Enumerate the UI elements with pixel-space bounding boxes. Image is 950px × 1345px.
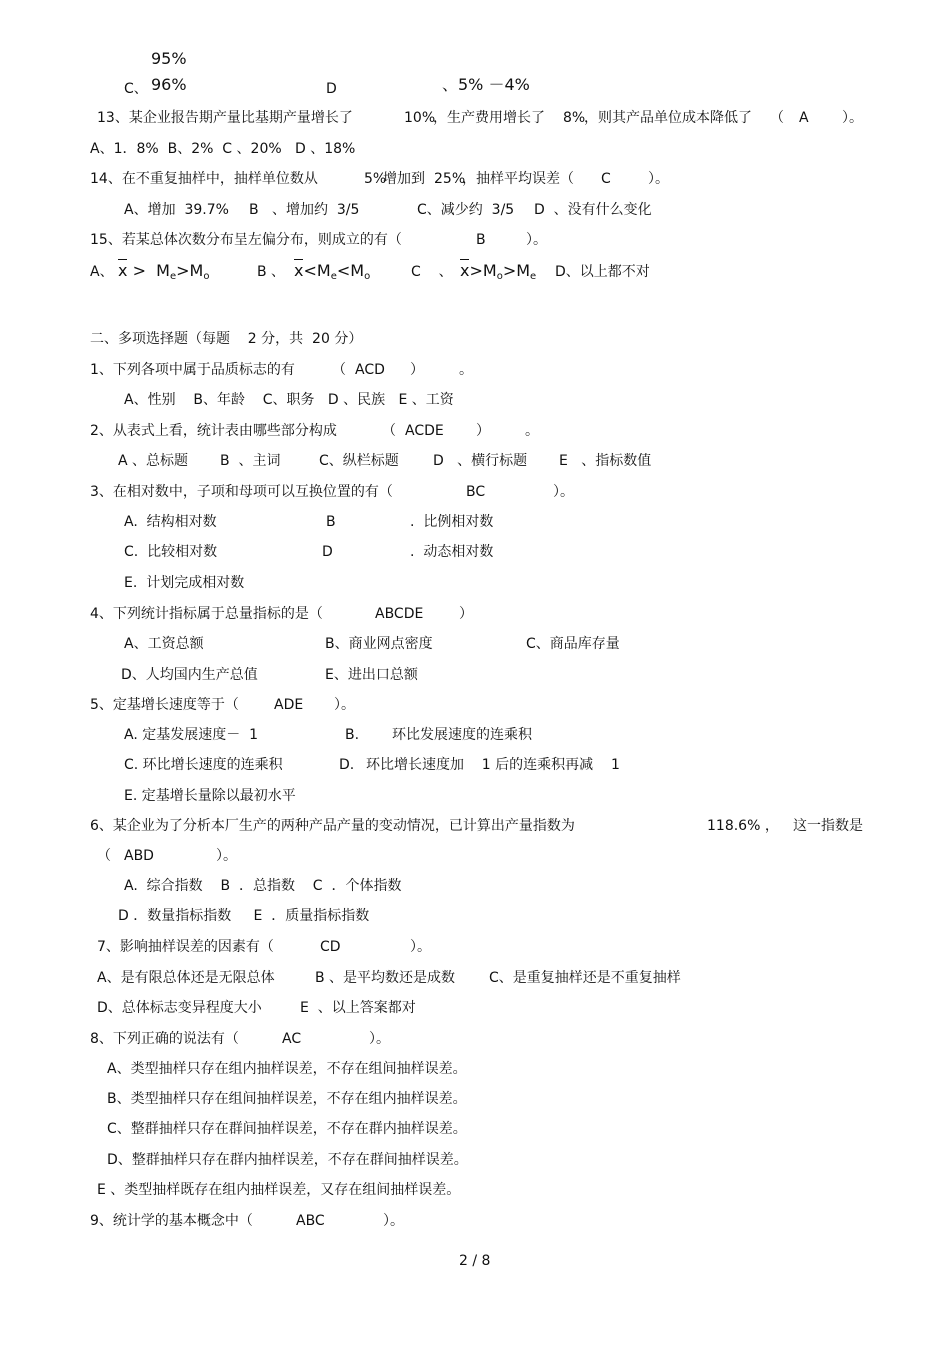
question-text: 8、下列正确的说法有（ (90, 1031, 239, 1047)
question-text: 2、从表式上看，统计表由哪些部分构成 (90, 423, 337, 439)
option-d-label: D. (339, 757, 355, 773)
answer: C (601, 171, 611, 187)
option-c: C、商品库存量 (526, 636, 620, 652)
paren-close: ）。 (369, 1031, 390, 1047)
option-a: A、类型抽样只存在组内抽样误差，不存在组间抽样误差。 (107, 1061, 467, 1077)
option-e: E 、以上答案都对 (300, 1000, 416, 1016)
options-line: D ．数量指标指数 E ．质量指标指数 (118, 908, 370, 924)
answer: CD (320, 939, 341, 955)
paren-close: ）。 (526, 232, 547, 248)
option-d: D、以上都不对 (555, 264, 650, 280)
option-b: B、商业网点密度 (325, 636, 433, 652)
answer: ABCDE (375, 606, 424, 622)
paren-close: ）。 (648, 171, 669, 187)
options-line: A、1．8% B、2% C 、20% D 、18% (90, 141, 356, 157)
question-text: 1、下列各项中属于品质标志的有 (90, 362, 295, 378)
option-b: B 、主词 (220, 453, 281, 469)
paren-close: ） (476, 423, 490, 439)
answer: ACDE (405, 423, 444, 439)
paren-close: ）。 (383, 1213, 404, 1229)
answer: ABD (124, 848, 154, 864)
answer: B (476, 232, 486, 248)
option-c: C. 环比增长速度的连乘积 (124, 757, 283, 773)
question-text: 15、若某总体次数分布呈左偏分布，则成立的有（ (90, 232, 402, 248)
options-line: A. 综合指数 B ．总指数 C ．个体指数 (124, 878, 402, 894)
option-a: A、工资总额 (124, 636, 204, 652)
option-a: A、是有限总体还是无限总体 (97, 970, 275, 986)
period: 。 (525, 423, 539, 439)
option-c: C、纵栏标题 (319, 453, 399, 469)
answer: A (799, 110, 809, 126)
option-d: D、整群抽样只存在群内抽样误差，不存在群间抽样误差。 (107, 1152, 468, 1168)
option-a: A. 结构相对数 (124, 514, 217, 530)
option-c: C、整群抽样只存在群间抽样误差，不存在群内抽样误差。 (107, 1121, 467, 1137)
section-title: 二、多项选择题（每题 2 分，共 20 分） (90, 331, 363, 347)
question-text: 增加到 (383, 171, 425, 187)
option-b-label: B 、 (257, 264, 286, 280)
paren-open: （ (770, 110, 784, 126)
option-b: . 比例相对数 (410, 514, 494, 530)
paren-close: ）。 (216, 848, 237, 864)
answer: ADE (274, 697, 304, 713)
answer: BC (466, 484, 486, 500)
formula-a: x > Me>Mo (118, 261, 210, 282)
question-text: 这一指数是 (793, 818, 863, 834)
paren-open: （ (332, 362, 346, 378)
paren-close: ） (459, 606, 473, 622)
paren-close: ） (410, 362, 424, 378)
option-b: B、类型抽样只存在组间抽样误差，不存在组内抽样误差。 (107, 1091, 467, 1107)
page-number: 2 / 8 (459, 1253, 491, 1269)
option-c: C、是重复抽样还是不重复抽样 (489, 970, 681, 986)
answer: AC (282, 1031, 302, 1047)
formula-b: x<Me<Mo (294, 261, 371, 282)
question-value: 25% (434, 171, 466, 187)
paren-close: ）。 (334, 697, 355, 713)
option-e: E 、类型抽样既存在组内抽样误差，又存在组间抽样误差。 (97, 1182, 461, 1198)
option-d: D、总体标志变异程度大小 (97, 1000, 262, 1016)
question-text: 13、某企业报告期产量比基期产量增长了 (97, 110, 353, 126)
prev-option-c-label: C、 (124, 81, 148, 97)
option-b: B 、增加约 3/5 (249, 202, 360, 218)
question-value: 5% (364, 171, 387, 187)
question-text: ，抽样平均误差（ (462, 171, 574, 187)
question-text: 14、在不重复抽样中，抽样单位数从 (90, 171, 318, 187)
options-line: A、性别 B、年龄 C、职务 D 、民族 E 、工资 (124, 392, 454, 408)
option-e: E. 计划完成相对数 (124, 575, 245, 591)
option-a-label: A、 (90, 264, 114, 280)
option-a: A 、总标题 (118, 453, 189, 469)
question-text: ，生产费用增长了 (433, 110, 545, 126)
paren-open: （ (97, 848, 111, 864)
paren-open: （ (382, 423, 396, 439)
option-d: D 、横行标题 (433, 453, 528, 469)
option-b-label: B. (345, 727, 360, 743)
prev-option-d-value: 、5% －4% (442, 75, 530, 94)
option-d-label: D (322, 544, 333, 560)
question-value: 8% (563, 110, 586, 126)
option-a: A. 定基发展速度－ 1 (124, 727, 259, 743)
question-value: 10% (404, 110, 436, 126)
option-d: 环比增长速度加 1 后的连乘积再减 1 (366, 757, 620, 773)
paren-close: ）。 (410, 939, 431, 955)
answer: ACD (355, 362, 385, 378)
option-c-label: C 、 (411, 264, 453, 280)
option-a: A、增加 39.7% (124, 202, 229, 218)
question-text: 6、某企业为了分析本厂生产的两种产品产量的变动情况，已计算出产量指数为 (90, 818, 575, 834)
paren-close: ）。 (842, 110, 863, 126)
question-text: 9、统计学的基本概念中（ (90, 1213, 253, 1229)
option-d: . 动态相对数 (410, 544, 494, 560)
prev-option-c-value: 96% (151, 75, 187, 94)
paren-close: ）。 (553, 484, 574, 500)
question-value: 118.6% ， (707, 818, 779, 834)
prev-option-value: 95% (151, 49, 187, 68)
option-d: D、人均国内生产总值 (121, 667, 258, 683)
option-d: D 、没有什么变化 (534, 202, 652, 218)
formula-c: x>Mo>Me (460, 261, 537, 282)
question-text: 4、下列统计指标属于总量指标的是（ (90, 606, 323, 622)
question-text: ，则其产品单位成本降低了 (584, 110, 752, 126)
period: 。 (459, 362, 473, 378)
answer: ABC (296, 1213, 325, 1229)
option-b: B 、是平均数还是成数 (315, 970, 456, 986)
question-text: 5、定基增长速度等于（ (90, 697, 239, 713)
question-text: 7、影响抽样误差的因素有（ (97, 939, 274, 955)
question-text: 3、在相对数中，子项和母项可以互换位置的有（ (90, 484, 393, 500)
prev-option-d-label: D (326, 81, 337, 97)
option-b: 环比发展速度的连乘积 (392, 727, 532, 743)
option-e: E. 定基增长量除以最初水平 (124, 788, 296, 804)
option-c: C. 比较相对数 (124, 544, 218, 560)
option-e: E、进出口总额 (325, 667, 418, 683)
option-c: C、减少约 3/5 (417, 202, 515, 218)
option-e: E 、指标数值 (559, 453, 652, 469)
option-b-label: B (326, 514, 336, 530)
